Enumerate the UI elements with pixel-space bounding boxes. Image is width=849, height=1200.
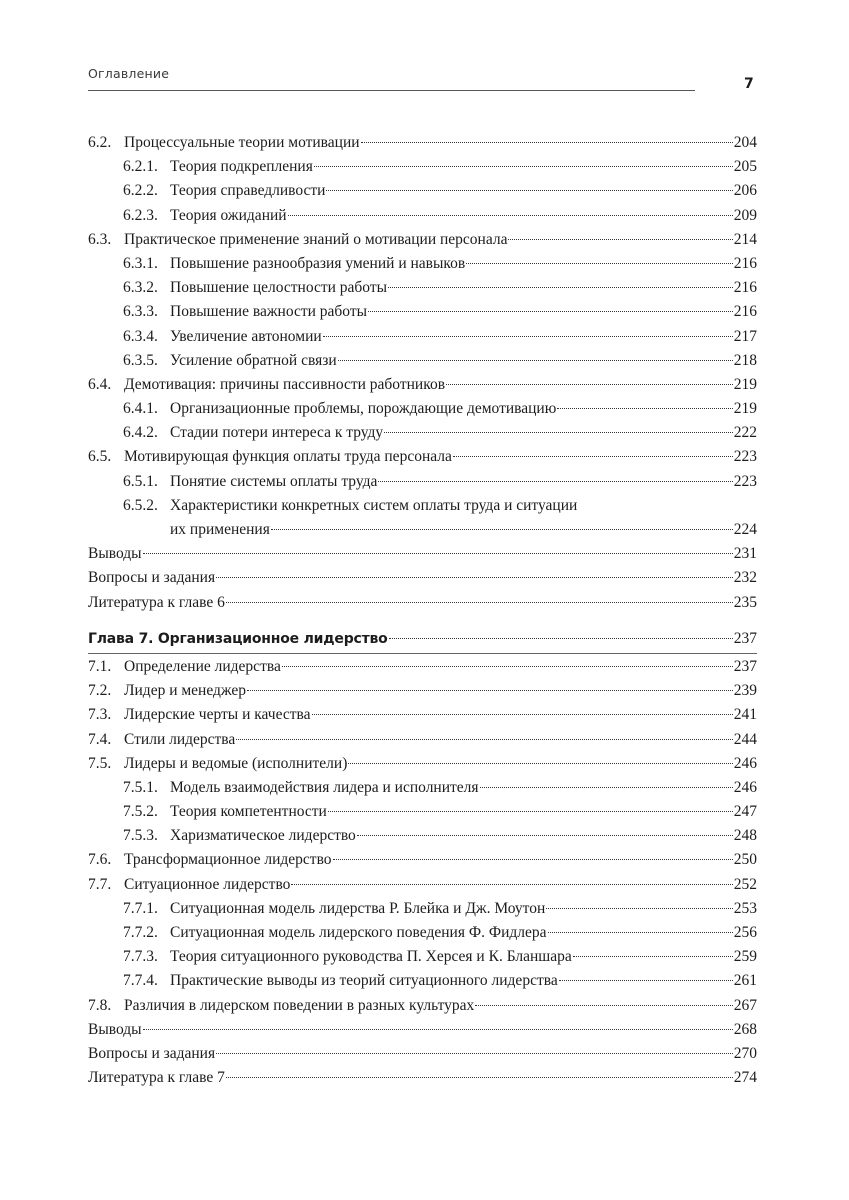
toc-number: 7.5.: [88, 754, 112, 772]
toc-title: Литература к главе 7: [88, 1069, 225, 1087]
toc-page: 237: [733, 657, 757, 675]
toc-title: Вопросы и задания: [88, 569, 216, 587]
toc-title: Демотивация: причины пассивности работников: [124, 375, 446, 393]
toc-page: 206: [733, 182, 757, 200]
toc-page: 246: [733, 754, 757, 772]
dot-leader: [384, 432, 733, 433]
toc-page: 216: [733, 279, 757, 297]
page-number: 7: [744, 76, 754, 92]
toc-entry-6-3[interactable]: [88, 228, 757, 252]
toc-number: 7.7.4.: [123, 972, 158, 990]
toc-page: 270: [733, 1044, 757, 1062]
toc-number: 6.3.4.: [123, 327, 158, 345]
toc-page: 274: [733, 1069, 757, 1087]
dot-leader: [466, 263, 733, 264]
toc-page: 218: [733, 351, 757, 369]
toc-page: 205: [733, 158, 757, 176]
dot-leader: [143, 553, 733, 554]
toc-page: 231: [733, 545, 757, 563]
dot-leader: [288, 215, 733, 216]
toc-page: 244: [733, 730, 757, 748]
toc-title: Ситуационная модель лидерства Р. Блейка и Дж. Моутон: [170, 899, 546, 917]
toc-page: 241: [733, 706, 757, 724]
toc-number: 6.5.2.: [123, 496, 158, 514]
toc-title: Лидерские черты и качества: [124, 706, 311, 724]
dot-leader: [361, 142, 733, 143]
toc-page: 222: [733, 424, 757, 442]
toc-title: Лидеры и ведомые (исполнители): [124, 754, 348, 772]
toc-entry-6-2-3[interactable]: [88, 204, 757, 228]
toc-page: 216: [733, 303, 757, 321]
dot-leader: [226, 602, 733, 603]
dot-leader: [389, 638, 733, 639]
toc-entry-6-5-2[interactable]: [88, 494, 757, 542]
toc-chapter-title: Глава 7. Организационное лидерство: [88, 630, 388, 647]
dot-leader: [328, 811, 733, 812]
toc-number: 7.6.: [88, 851, 112, 869]
running-header-title: Оглавление: [88, 66, 170, 81]
toc-page: 246: [733, 778, 757, 796]
toc-entry-7-5[interactable]: [88, 752, 757, 776]
toc-entry-7-8[interactable]: [88, 994, 757, 1018]
toc-title: Ситуационное лидерство: [124, 875, 291, 893]
toc-title: Теория компетентности: [170, 803, 327, 821]
dot-leader: [314, 166, 733, 167]
toc-title: Повышение разнообразия умений и навыков: [170, 254, 466, 272]
toc-page: 223: [733, 448, 757, 466]
toc-number: 7.1.: [88, 657, 112, 675]
dot-leader: [338, 360, 733, 361]
toc-number: 6.2.1.: [123, 158, 158, 176]
dot-leader: [333, 859, 733, 860]
toc-entry-7-7-4[interactable]: [88, 969, 757, 993]
toc-entry-6-3-5[interactable]: [88, 349, 757, 373]
toc-number: 7.5.2.: [123, 803, 158, 821]
toc-entry-6-4-1[interactable]: [88, 397, 757, 421]
toc-number: 7.7.: [88, 875, 112, 893]
dot-leader: [546, 908, 732, 909]
toc-entry-7-7-3[interactable]: [88, 945, 757, 969]
toc-title: Выводы: [88, 1020, 142, 1038]
toc-title: Модель взаимодействия лидера и исполнителя: [170, 778, 479, 796]
toc-number: 6.3.2.: [123, 279, 158, 297]
dot-leader: [247, 690, 733, 691]
toc-title: Стили лидерства: [124, 730, 236, 748]
dot-leader: [216, 1053, 733, 1054]
toc-title-line1: Характеристики конкретных систем оплаты труда и ситуации: [170, 496, 578, 514]
toc-entry-chapter-7[interactable]: [88, 627, 757, 651]
toc-title: Процессуальные теории мотивации: [124, 134, 360, 151]
header-rule: [88, 90, 695, 91]
toc-page: 232: [733, 569, 757, 587]
toc-number: 6.3.: [88, 230, 112, 248]
toc-title: Трансформационное лидерство: [124, 851, 332, 869]
toc-entry-6-2-1[interactable]: [88, 155, 757, 179]
toc-entry-7-7-2[interactable]: [88, 921, 757, 945]
toc-entry-ch6-conclusions[interactable]: [88, 542, 757, 566]
toc-number: 7.5.1.: [123, 778, 158, 796]
toc-entry-7-3[interactable]: [88, 703, 757, 727]
toc-title: Лидер и менеджер: [124, 682, 247, 700]
toc-number: 6.4.1.: [123, 400, 158, 418]
toc-title-line2: их применения: [170, 521, 270, 538]
toc-entry-7-5-1[interactable]: [88, 776, 757, 800]
toc-title: Повышение важности работы: [170, 303, 368, 321]
toc-page: 214: [733, 230, 757, 248]
toc-number: 6.3.5.: [123, 351, 158, 369]
toc-entry-7-6[interactable]: [88, 848, 757, 872]
toc-page: 252: [733, 875, 757, 893]
dot-leader: [573, 956, 733, 957]
toc-number: 7.5.3.: [123, 827, 158, 845]
dot-leader: [271, 529, 733, 530]
toc-page: 250: [733, 851, 757, 869]
toc-page: 219: [733, 400, 757, 418]
toc-title: Литература к главе 6: [88, 593, 225, 611]
toc-number: 6.5.: [88, 448, 112, 466]
toc-number: 7.2.: [88, 682, 112, 700]
toc-entry-7-5-3[interactable]: [88, 824, 757, 848]
dot-leader: [226, 1077, 733, 1078]
dot-leader: [236, 739, 732, 740]
toc-page: 224: [733, 521, 757, 538]
toc-title: Стадии потери интереса к труду: [170, 424, 384, 442]
toc-page: 223: [733, 472, 757, 490]
toc-page: 237: [733, 629, 757, 647]
toc-title: Ситуационная модель лидерского поведения Ф. Фидлера: [170, 924, 547, 941]
dot-leader: [557, 408, 732, 409]
toc-page: 268: [733, 1020, 757, 1038]
dot-leader: [282, 666, 733, 667]
toc-number: 6.2.3.: [123, 206, 158, 224]
toc-entry-6-5[interactable]: [88, 445, 757, 469]
toc-number: 6.4.2.: [123, 424, 158, 442]
toc-page: 259: [733, 948, 757, 966]
toc-title: Понятие системы оплаты труда: [170, 472, 378, 490]
toc-entry-6-2[interactable]: [88, 131, 757, 155]
toc-title: Теория подкрепления: [170, 158, 313, 176]
toc-page: 235: [733, 593, 757, 611]
toc-title: Повышение целостности работы: [170, 279, 388, 297]
toc-title: Различия в лидерском поведении в разных культурах: [124, 996, 475, 1014]
toc-page: 217: [733, 327, 757, 345]
dot-leader: [388, 287, 733, 288]
toc-entry-7-5-2[interactable]: [88, 800, 757, 824]
dot-leader: [480, 787, 733, 788]
toc-number: 6.5.1.: [123, 472, 158, 490]
toc-title: Харизматическое лидерство: [170, 827, 356, 845]
dot-leader: [559, 980, 733, 981]
toc-title: Теория ожиданий: [170, 206, 287, 224]
toc-number: 6.3.1.: [123, 254, 158, 272]
toc-page: 219: [733, 375, 757, 393]
toc-page: 267: [733, 996, 757, 1014]
toc-entry-6-2-2[interactable]: [88, 179, 757, 203]
dot-leader: [312, 714, 733, 715]
dot-leader: [446, 384, 733, 385]
toc-page: 253: [733, 899, 757, 917]
toc-entry-6-5-1[interactable]: [88, 470, 757, 494]
toc-title: Практические выводы из теорий ситуационного лидерства: [170, 972, 558, 990]
toc-entry-7-4[interactable]: [88, 728, 757, 752]
dot-leader: [508, 239, 732, 240]
toc-title: Мотивирующая функция оплаты труда персонала: [124, 448, 452, 466]
toc-number: 7.7.1.: [123, 899, 158, 917]
toc-number: 7.3.: [88, 706, 112, 724]
toc-title: Усиление обратной связи: [170, 351, 337, 369]
toc-number: 7.7.3.: [123, 948, 158, 966]
toc-entry-ch7-questions[interactable]: [88, 1042, 757, 1066]
toc-page: 261: [733, 972, 757, 990]
toc-entry-6-3-1[interactable]: [88, 252, 757, 276]
dot-leader: [378, 481, 732, 482]
table-of-contents: [88, 131, 757, 1090]
toc-number: 6.3.3.: [123, 303, 158, 321]
toc-number: 7.7.2.: [123, 924, 158, 941]
toc-number: 7.8.: [88, 996, 112, 1014]
toc-page: 247: [733, 803, 757, 821]
toc-number: 6.2.: [88, 134, 112, 151]
toc-number: 6.2.2.: [123, 182, 158, 200]
toc-title: Практическое применение знаний о мотивации персонала: [124, 230, 508, 248]
dot-leader: [475, 1005, 732, 1006]
dot-leader: [357, 835, 733, 836]
dot-leader: [291, 884, 732, 885]
toc-title: Вопросы и задания: [88, 1044, 216, 1062]
toc-page: 239: [733, 682, 757, 700]
toc-page: 209: [733, 206, 757, 224]
dot-leader: [326, 190, 732, 191]
toc-entry-ch6-questions[interactable]: [88, 566, 757, 590]
toc-entry-ch7-literature[interactable]: [88, 1066, 757, 1090]
toc-number: 6.4.: [88, 375, 112, 393]
toc-title: Организационные проблемы, порождающие демотивацию: [170, 400, 557, 418]
dot-leader: [453, 456, 733, 457]
toc-title: Теория ситуационного руководства П. Херсея и К. Бланшара: [170, 948, 572, 966]
dot-leader: [548, 932, 733, 933]
dot-leader: [348, 763, 732, 764]
toc-page: 216: [733, 254, 757, 272]
dot-leader: [143, 1029, 733, 1030]
dot-leader: [216, 577, 733, 578]
toc-page: 204: [733, 134, 757, 151]
dot-leader: [368, 311, 733, 312]
toc-entry-7-7-1[interactable]: [88, 897, 757, 921]
toc-title: Определение лидерства: [124, 657, 281, 675]
toc-entry-6-3-2[interactable]: [88, 276, 757, 300]
toc-page: 248: [733, 827, 757, 845]
toc-title: Теория справедливости: [170, 182, 326, 200]
toc-entry-7-2[interactable]: [88, 679, 757, 703]
toc-entry-6-3-3[interactable]: [88, 300, 757, 324]
toc-title: Увеличение автономии: [170, 327, 322, 345]
chapter-rule: [88, 653, 757, 654]
toc-entry-6-4-2[interactable]: [88, 421, 757, 445]
toc-title: Выводы: [88, 545, 142, 563]
toc-entry-ch6-literature[interactable]: [88, 591, 757, 615]
toc-entry-7-1[interactable]: [88, 655, 757, 679]
dot-leader: [323, 336, 733, 337]
toc-page: 256: [733, 924, 757, 941]
toc-number: 7.4.: [88, 730, 112, 748]
toc-entry-6-4[interactable]: [88, 373, 757, 397]
toc-entry-7-7[interactable]: [88, 873, 757, 897]
toc-entry-ch7-conclusions[interactable]: [88, 1018, 757, 1042]
toc-entry-6-3-4[interactable]: [88, 325, 757, 349]
